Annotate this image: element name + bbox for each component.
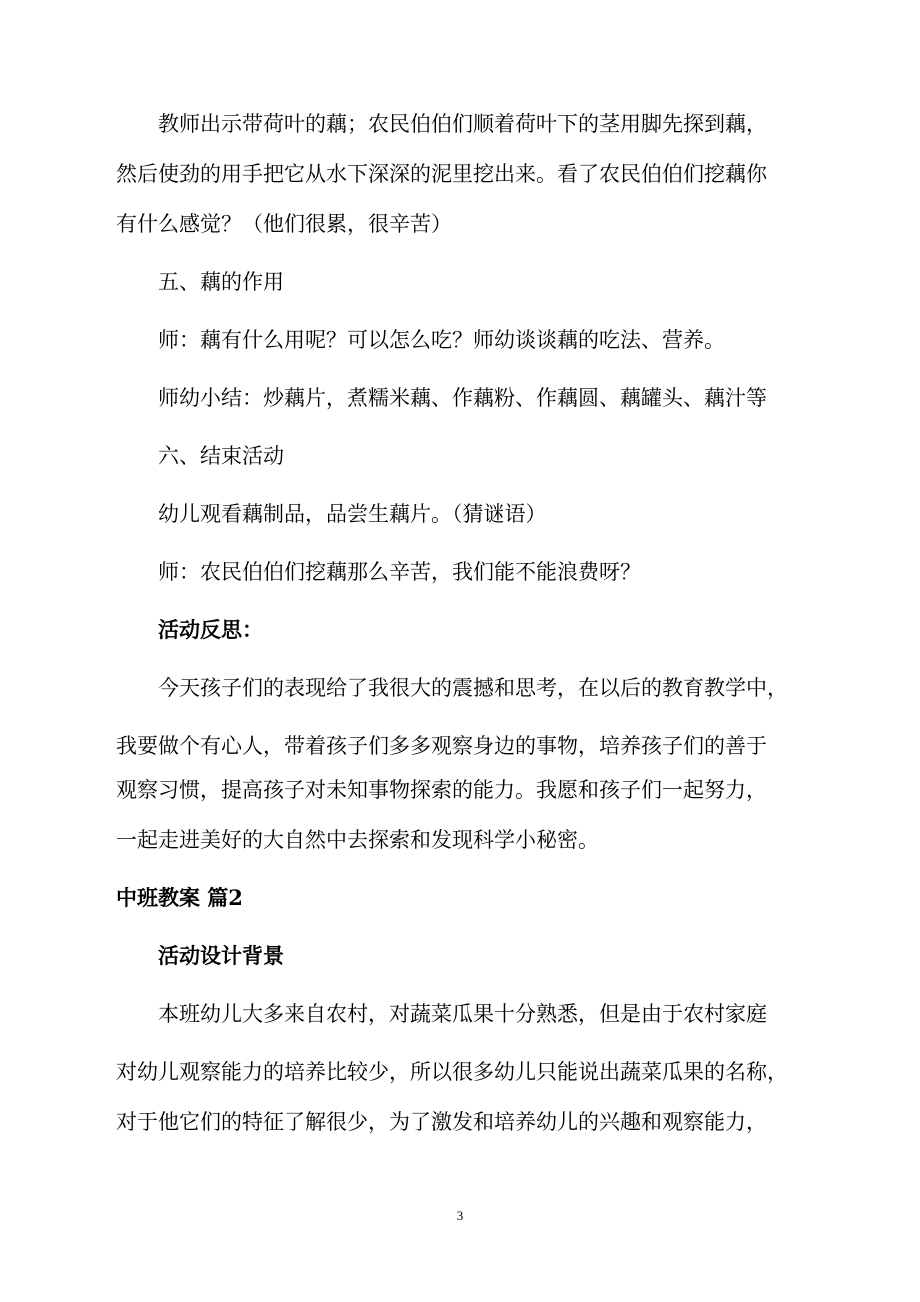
paragraph-line: 本班幼儿大多来自农村，对蔬菜瓜果十分熟悉，但是由于农村家庭 (158, 1002, 767, 1026)
paragraph-line: 有什么感觉？（他们很累，很辛苦） (116, 212, 452, 236)
paragraph-line: 对幼儿观察能力的培养比较少，所以很多幼儿只能说出蔬菜瓜果的名称， (116, 1060, 788, 1084)
section-heading: 五、藕的作用 (158, 270, 284, 294)
reflection-heading: 活动反思： (158, 617, 263, 642)
paragraph-line: 师幼小结：炒藕片，煮糯米藕、作藕粉、作藕圆、藕罐头、藕汁等 (158, 386, 767, 410)
paragraph-line: 教师出示带荷叶的藕；农民伯伯们顺着荷叶下的茎用脚先探到藕， (158, 112, 767, 136)
paragraph-line: 幼儿观看藕制品，品尝生藕片。（猜谜语） (158, 502, 547, 526)
paragraph-line: 师：农民伯伯们挖藕那么辛苦，我们能不能浪费呀？ (158, 560, 641, 584)
paragraph-line: 对于他它们的特征了解很少，为了激发和培养幼儿的兴趣和观察能力， (116, 1110, 767, 1134)
paragraph-line: 师：藕有什么用呢？可以怎么吃？师幼谈谈藕的吃法、营养。 (158, 328, 725, 352)
paragraph-line: 然后使劲的用手把它从水下深深的泥里挖出来。看了农民伯伯们挖藕你 (116, 162, 767, 186)
section-heading: 六、结束活动 (158, 444, 284, 468)
page-number: 3 (456, 1208, 464, 1223)
section-heading: 活动设计背景 (158, 943, 284, 968)
paragraph-line: 我要做个有心人，带着孩子们多多观察身边的事物，培养孩子们的善于 (116, 734, 767, 758)
paragraph-line: 今天孩子们的表现给了我很大的震撼和思考，在以后的教育教学中， (158, 676, 788, 700)
lesson-title: 中班教案 篇2 (116, 885, 243, 910)
paragraph-line: 一起走进美好的大自然中去探索和发现科学小秘密。 (116, 828, 599, 852)
paragraph-line: 观察习惯，提高孩子对未知事物探索的能力。我愿和孩子们一起努力， (116, 778, 767, 802)
